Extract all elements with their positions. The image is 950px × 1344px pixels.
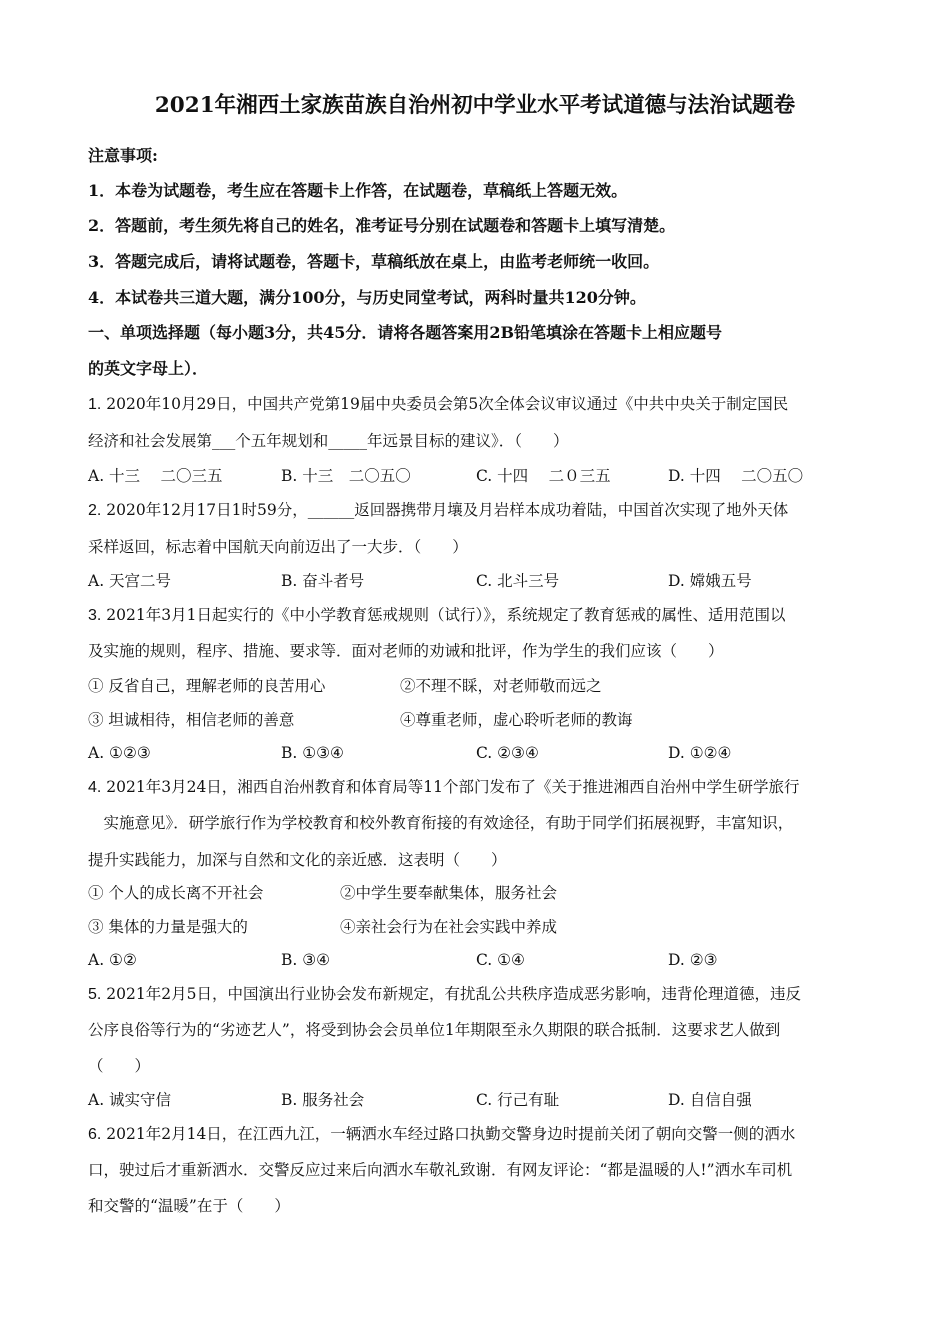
- question-number: 5.: [88, 986, 102, 1003]
- option-b[interactable]: B. 奋斗者号: [281, 572, 365, 590]
- question-4-line: [88, 777, 800, 798]
- question-number: 2.: [88, 502, 102, 519]
- notice-item: 4．本试卷共三道大题，满分100分，与历史同堂考试，两科时量共120分钟。: [88, 288, 646, 307]
- page-title: 2021年湘西土家族苗族自治州初中学业水平考试道德与法治试题卷: [154, 93, 796, 118]
- option-a[interactable]: A. 天宫二号: [88, 572, 172, 590]
- section-heading: 一、单项选择题（每小题3分，共45分．请将各题答案用2B铅笔填涂在答题卡上相应题号: [88, 323, 723, 342]
- question-text: 2021年2月5日，中国演出行业协会发布新规定，有扰乱公共秩序造成恶劣影响，违背伦理道德，违反: [101, 985, 801, 1003]
- option-b[interactable]: B. ③④: [281, 951, 331, 969]
- question-text: 提升实践能力，加深与自然和文化的亲近感．这表明（ ）: [88, 851, 507, 869]
- question-2-options: [88, 571, 868, 591]
- option-b[interactable]: B. 服务社会: [281, 1091, 365, 1109]
- option-c[interactable]: C. 十四 二０三五: [476, 467, 611, 485]
- option-a[interactable]: A. ①②③: [88, 744, 151, 762]
- question-number: 4.: [88, 779, 102, 796]
- question-1-options: [88, 466, 868, 486]
- notice-item: 1．本卷为试题卷，考生应在答题卡上作答，在试题卷，草稿纸上答题无效。: [88, 181, 628, 200]
- option-d[interactable]: D. 十四 二〇五〇: [668, 467, 804, 485]
- option-a[interactable]: A. 十三 二〇三五: [88, 467, 223, 485]
- question-text: 实施意见》．研学旅行作为学校教育和校外教育衔接的有效途径，有助于同学们拓展视野，丰富知识，: [88, 814, 794, 832]
- option-a[interactable]: A. ①②: [88, 951, 137, 969]
- question-1-line: [88, 394, 788, 415]
- option-c[interactable]: C. 行己有耻: [476, 1091, 560, 1109]
- statement: ④尊重老师，虚心聆听老师的教诲: [400, 711, 633, 729]
- option-c[interactable]: C. ①④: [476, 951, 525, 969]
- statement: ②中学生要奉献集体，服务社会: [340, 884, 558, 902]
- statement-row: [88, 710, 868, 730]
- question-text: 2020年10月29日，中国共产党第19届中央委员会第5次全体会议审议通过《中共中央关于制定国民: [101, 395, 789, 413]
- question-text: 公序良俗等行为的“劣迹艺人”，将受到协会会员单位1年期限至永久期限的联合抵制．这要求艺人做到: [88, 1021, 781, 1039]
- question-text: 口，驶过后才重新洒水．交警反应过来后向洒水车敬礼致谢．有网友评论：“都是温暖的人!”洒水车司机: [88, 1161, 793, 1179]
- question-text: 2021年2月14日，在江西九江，一辆洒水车经过路口执勤交警身边时提前关闭了朝向交警一侧的洒水: [101, 1125, 796, 1143]
- statement: ③ 集体的力量是强大的: [88, 918, 248, 936]
- option-d[interactable]: D. ①②④: [668, 744, 732, 762]
- question-text: 2021年3月24日，湘西自治州教育和体育局等11个部门发布了《关于推进湘西自治州中学生研学旅行: [101, 778, 800, 796]
- question-3-line: [88, 605, 785, 626]
- question-5-options: [88, 1090, 868, 1110]
- statement-row: [88, 676, 868, 696]
- question-2-line: [88, 500, 788, 521]
- question-text: （ ）: [88, 1057, 151, 1075]
- notice-item: 3．答题完成后，请将试题卷，答题卡，草稿纸放在桌上，由监考老师统一收回。: [88, 252, 660, 271]
- statement-row: [88, 917, 868, 937]
- question-text: 2021年3月1日起实行的《中小学教育惩戒规则（试行）》，系统规定了教育惩戒的属性、适用范围以: [101, 606, 786, 624]
- question-number: 3.: [88, 607, 102, 624]
- question-3-options: [88, 743, 868, 763]
- option-d[interactable]: D. 自信自强: [668, 1091, 752, 1109]
- question-number: 1.: [88, 396, 102, 413]
- question-text: 和交警的“温暖”在于（ ）: [88, 1197, 290, 1215]
- question-4-options: [88, 950, 868, 970]
- notice-item: 2．答题前，考生须先将自己的姓名，准考证号分别在试题卷和答题卡上填写清楚。: [88, 216, 676, 235]
- statement: ① 反省自己，理解老师的良苦用心: [88, 677, 326, 695]
- statement: ②不理不睬，对老师敬而远之: [400, 677, 602, 695]
- question-text: 及实施的规则，程序、措施、要求等．面对老师的劝诫和批评，作为学生的我们应该（ ）: [88, 642, 724, 660]
- option-a[interactable]: A. 诚实守信: [88, 1091, 172, 1109]
- statement: ① 个人的成长离不开社会: [88, 884, 264, 902]
- notice-heading: 注意事项:: [88, 146, 158, 165]
- question-text: 2020年12月17日1时59分，______返回器携带月壤及月岩样本成功着陆，中国首次实现了地外天体: [101, 501, 789, 519]
- question-5-line: [88, 984, 801, 1005]
- option-b[interactable]: B. 十三 二〇五〇: [281, 467, 411, 485]
- question-text: 采样返回，标志着中国航天向前迈出了一大步．（ ）: [88, 538, 468, 556]
- question-text: 经济和社会发展第___个五年规划和_____年远景目标的建议》．（ ）: [88, 432, 569, 450]
- statement: ④亲社会行为在社会实践中养成: [340, 918, 558, 936]
- question-number: 6.: [88, 1126, 102, 1143]
- option-d[interactable]: D. ②③: [668, 951, 718, 969]
- option-c[interactable]: C. 北斗三号: [476, 572, 560, 590]
- option-b[interactable]: B. ①③④: [281, 744, 344, 762]
- option-d[interactable]: D. 嫦娥五号: [668, 572, 752, 590]
- statement-row: [88, 883, 868, 903]
- statement: ③ 坦诚相待，相信老师的善意: [88, 711, 295, 729]
- section-heading-cont: 的英文字母上）．: [88, 359, 209, 378]
- question-6-line: [88, 1124, 795, 1145]
- option-c[interactable]: C. ②③④: [476, 744, 539, 762]
